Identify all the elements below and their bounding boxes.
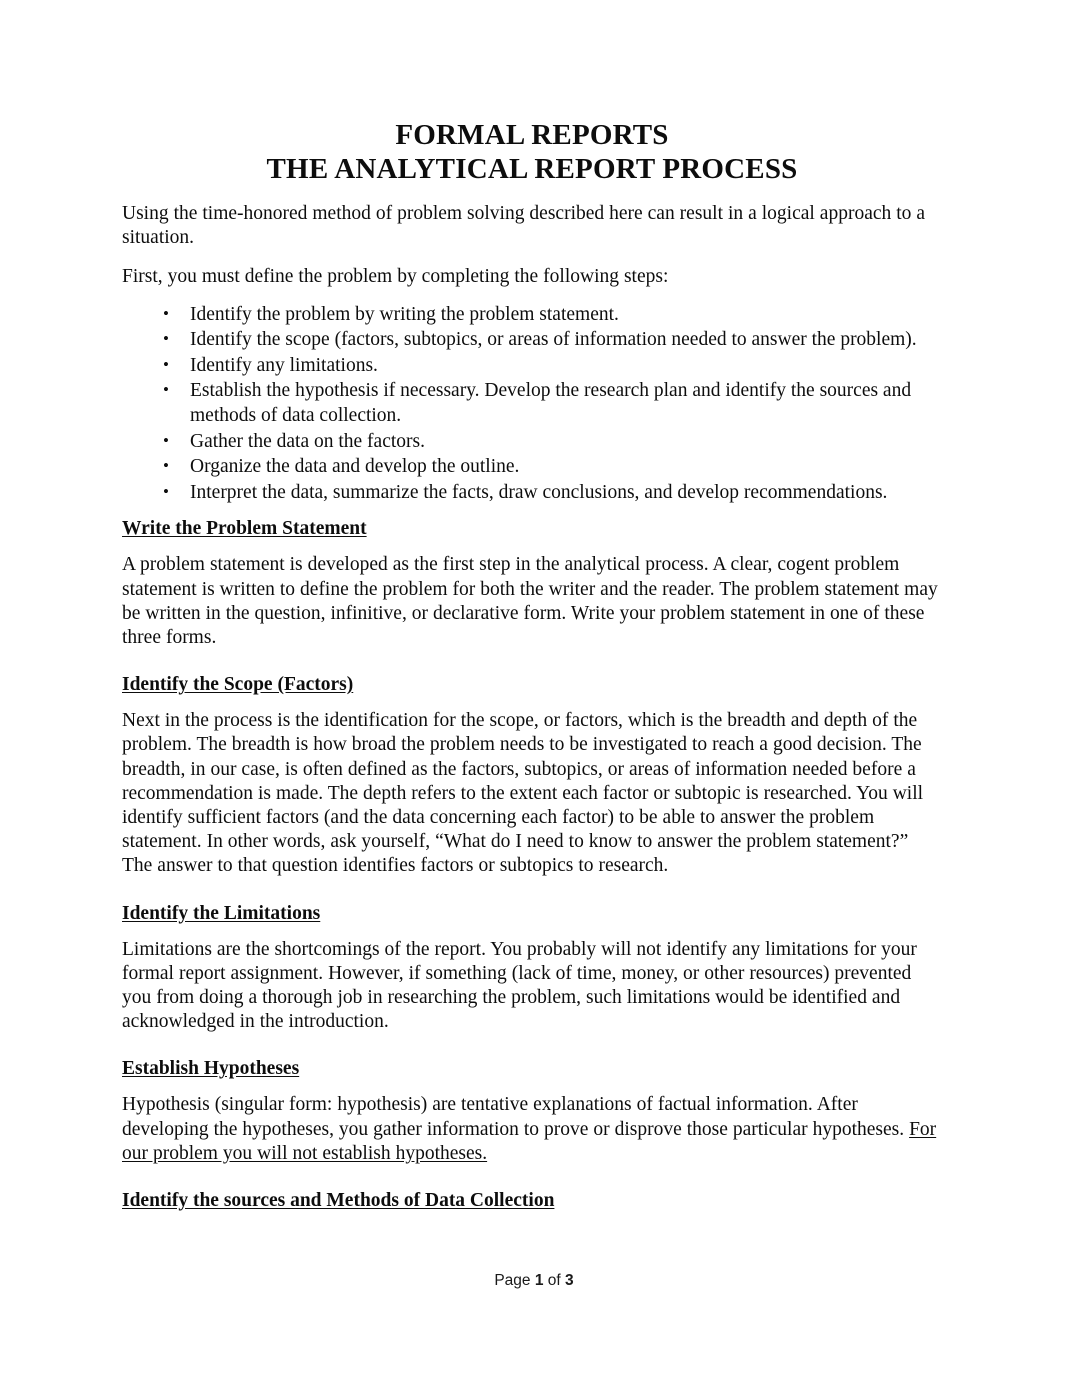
- list-item-text: Interpret the data, summarize the facts, draw conclusions, and develop recommendations.: [190, 481, 888, 503]
- list-item-text: Organize the data and develop the outline.: [190, 456, 520, 478]
- section-body: A problem statement is developed as the first step in the analytical process. A clear, cogent problem statement is written to define the problem for both the writer and the reader. The problem statement may be written in the question, infinitive, or declarative form. Write your problem statement in one of these three forms.: [122, 554, 938, 648]
- section-heading: Write the Problem Statement: [122, 518, 367, 540]
- list-item: [122, 481, 942, 506]
- document-title-line-2: THE ANALYTICAL REPORT PROCESS: [266, 153, 798, 185]
- section-body: [122, 1093, 942, 1166]
- intro-paragraph: Using the time-honored method of problem solving described here can result in a logical approach to a situation.: [122, 203, 926, 249]
- list-item-text: Identify the problem by writing the problem statement.: [190, 303, 619, 325]
- document-title-line-1: FORMAL REPORTS: [395, 119, 669, 151]
- section-identify-limitations: [122, 894, 942, 938]
- footer-total-pages: 3: [565, 1272, 574, 1289]
- bullet-icon: •: [163, 380, 169, 400]
- bullet-icon: •: [163, 303, 169, 323]
- section-heading: Identify the Scope (Factors): [122, 674, 354, 696]
- section-identify-sources-methods: [122, 1181, 942, 1225]
- list-item-text: Gather the data on the factors.: [190, 430, 425, 452]
- bullet-icon: •: [163, 430, 169, 450]
- bullet-icon: •: [163, 481, 169, 501]
- list-item: [122, 430, 942, 455]
- bullet-icon: •: [163, 456, 169, 476]
- section-heading: Establish Hypotheses: [122, 1058, 300, 1080]
- list-item: [122, 379, 942, 428]
- list-item: [122, 455, 942, 480]
- list-item: [122, 354, 942, 379]
- section-identify-scope: [122, 665, 942, 709]
- document-title: [122, 118, 942, 186]
- list-item: [122, 303, 942, 328]
- hypotheses-underlined-note: For our problem you will not establish hypotheses.: [122, 1118, 937, 1164]
- footer-current-page: 1: [534, 1272, 544, 1289]
- title-spacer: [122, 186, 942, 202]
- document-content: [122, 118, 942, 1225]
- list-item: [122, 328, 942, 353]
- section-body: Next in the process is the identification for the scope, or factors, which is the breadth and depth of the problem. The breadth is how broad the problem needs to be investigated to reach a good decision. The breadth, in our case, is often defined as the factors, subtopics, or areas of information needed before a recommendation is made. The depth refers to the extent each factor or subtopic is researched. You will identify sufficient factors (and the data concerning each factor) to be able to answer the problem statement. In other words, ask yourself, “What do I need to know to answer the problem statement?” The answer to that question identifies factors or subtopics to research.: [122, 710, 924, 877]
- section-establish-hypotheses: [122, 1049, 942, 1093]
- section-write-problem-statement: [122, 509, 942, 553]
- section-body: Limitations are the shortcomings of the report. You probably will not identify any limitations for your formal report assignment. However, if something (lack of time, money, or other resources) prevented you from doing a thorough job in researching the problem, such limitations would be identified and acknowledged in the introduction.: [122, 938, 917, 1033]
- page-footer: [0, 1272, 1068, 1290]
- footer-middle: of: [543, 1272, 566, 1289]
- bullet-icon: •: [163, 329, 169, 349]
- section-heading: Identify the sources and Methods of Data Collection: [122, 1190, 555, 1212]
- hypotheses-body-text: Hypothesis (singular form: hypothesis) are tentative explanations of factual information. After developing the hypotheses, you gather information to prove or disprove those particular hypotheses.: [122, 1094, 910, 1140]
- section-heading: Identify the Limitations: [122, 902, 321, 924]
- bullet-icon: •: [163, 354, 169, 374]
- footer-prefix: Page: [494, 1272, 535, 1289]
- list-item-text: Identify any limitations.: [190, 354, 378, 376]
- list-item-text: Establish the hypothesis if necessary. Develop the research plan and identify the sources and methods of data collection.: [190, 380, 912, 426]
- list-item-text: Identify the scope (factors, subtopics, or areas of information needed to answer the problem).: [190, 329, 917, 351]
- steps-list: [122, 303, 942, 506]
- steps-lead-in: First, you must define the problem by completing the following steps:: [122, 266, 669, 288]
